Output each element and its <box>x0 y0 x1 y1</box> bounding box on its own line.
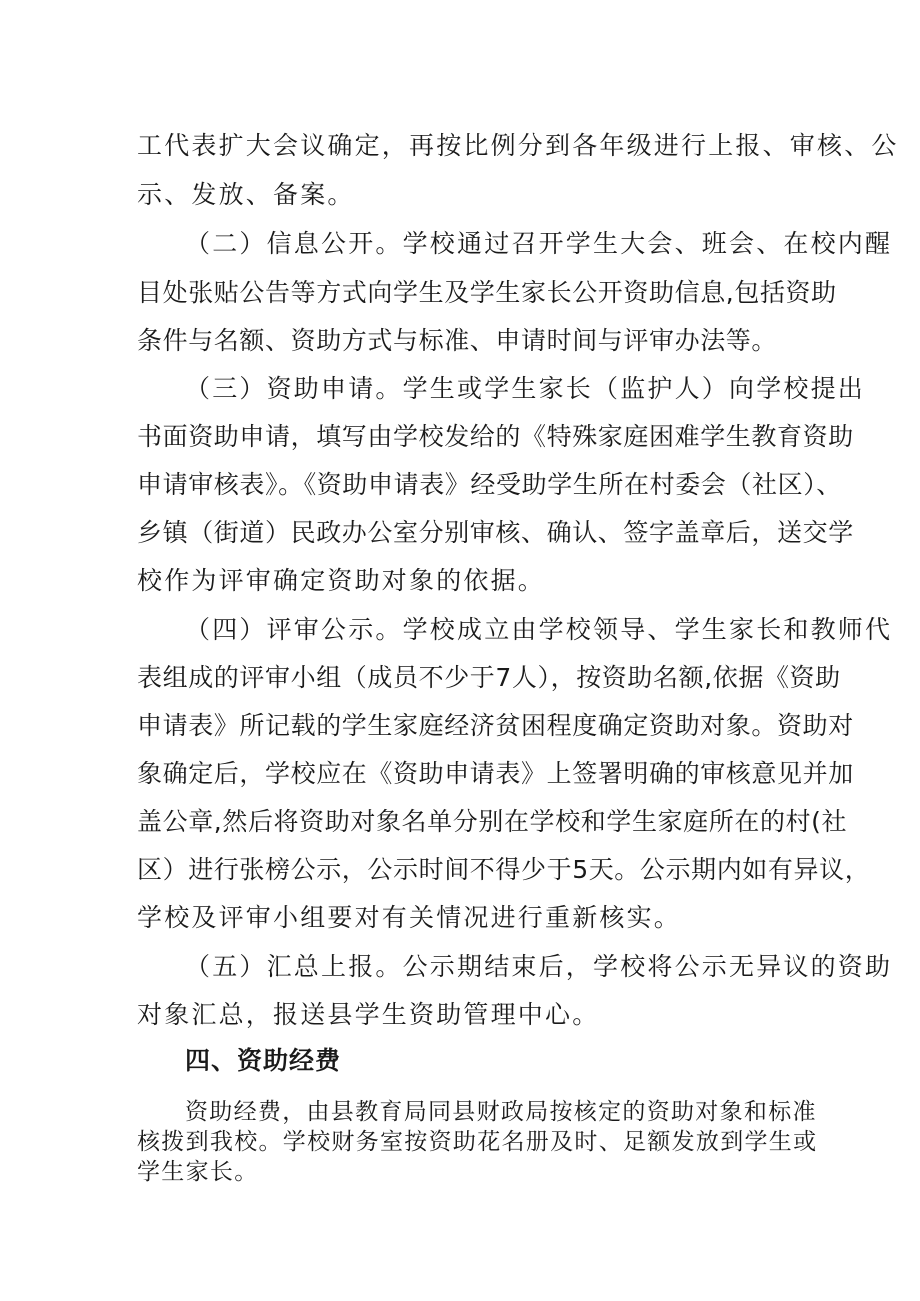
paragraph-line: 目处张贴公告等方式向学生及学生家长公开资助信息,包括资助 <box>137 278 837 307</box>
paragraph-line: 象确定后，学校应在《资助申请表》上签署明确的审核意见并加 <box>137 759 854 788</box>
paragraph-line: （三）资助申请。学生或学生家长（监护人）向学校提出 <box>185 374 866 403</box>
paragraph-line: （五）汇总上报。公示期结束后，学校将公示无异议的资助 <box>185 952 893 981</box>
paragraph-line: 资助经费，由县教育局同县财政局按核定的资助对象和标准 <box>185 1099 817 1125</box>
paragraph-line: 盖公章,然后将资助对象名单分别在学校和学生家庭所在的村(社 <box>137 807 848 836</box>
paragraph-line: （四）评审公示。学校成立由学校领导、学生家长和教师代 <box>185 615 893 644</box>
paragraph-line: 申请审核表》。《资助申请表》经受助学生所在村委会（社区）、 <box>137 470 842 499</box>
paragraph-line: 工代表扩大会议确定，再按比例分到各年级进行上报、审核、公 <box>137 131 899 160</box>
paragraph-line: （二）信息公开。学校通过召开学生大会、班会、在校内醒 <box>185 229 893 258</box>
paragraph-line: 核拨到我校。学校财务室按资助花名册及时、足额发放到学生或 <box>137 1129 818 1155</box>
paragraph-line: 校作为评审确定资助对象的依据。 <box>137 566 546 595</box>
paragraph-line: 学生家长。 <box>137 1159 259 1185</box>
paragraph-line: 示、发放、备案。 <box>137 180 355 209</box>
paragraph-line: 区）进行张榜公示，公示时间不得少于5天。公示期内如有异议， <box>137 855 871 884</box>
paragraph-line: 表组成的评审小组（成员不少于7人），按资助名额,依据《资助 <box>137 663 841 692</box>
paragraph-line: 学校及评审小组要对有关情况进行重新核实。 <box>137 903 682 932</box>
paragraph-line: 对象汇总，报送县学生资助管理中心。 <box>137 1000 600 1029</box>
paragraph-line: 条件与名额、资助方式与标准、申请时间与评审办法等。 <box>137 326 778 355</box>
paragraph-line: 书面资助申请，填写由学校发给的《特殊家庭困难学生教育资助 <box>137 422 854 451</box>
section-heading: 四、资助经费 <box>185 1046 342 1075</box>
paragraph-line: 申请表》所记载的学生家庭经济贫困程度确定资助对象。资助对 <box>137 711 854 740</box>
paragraph-line: 乡镇（街道）民政办公室分别审核、确认、签字盖章后，送交学 <box>137 518 854 547</box>
